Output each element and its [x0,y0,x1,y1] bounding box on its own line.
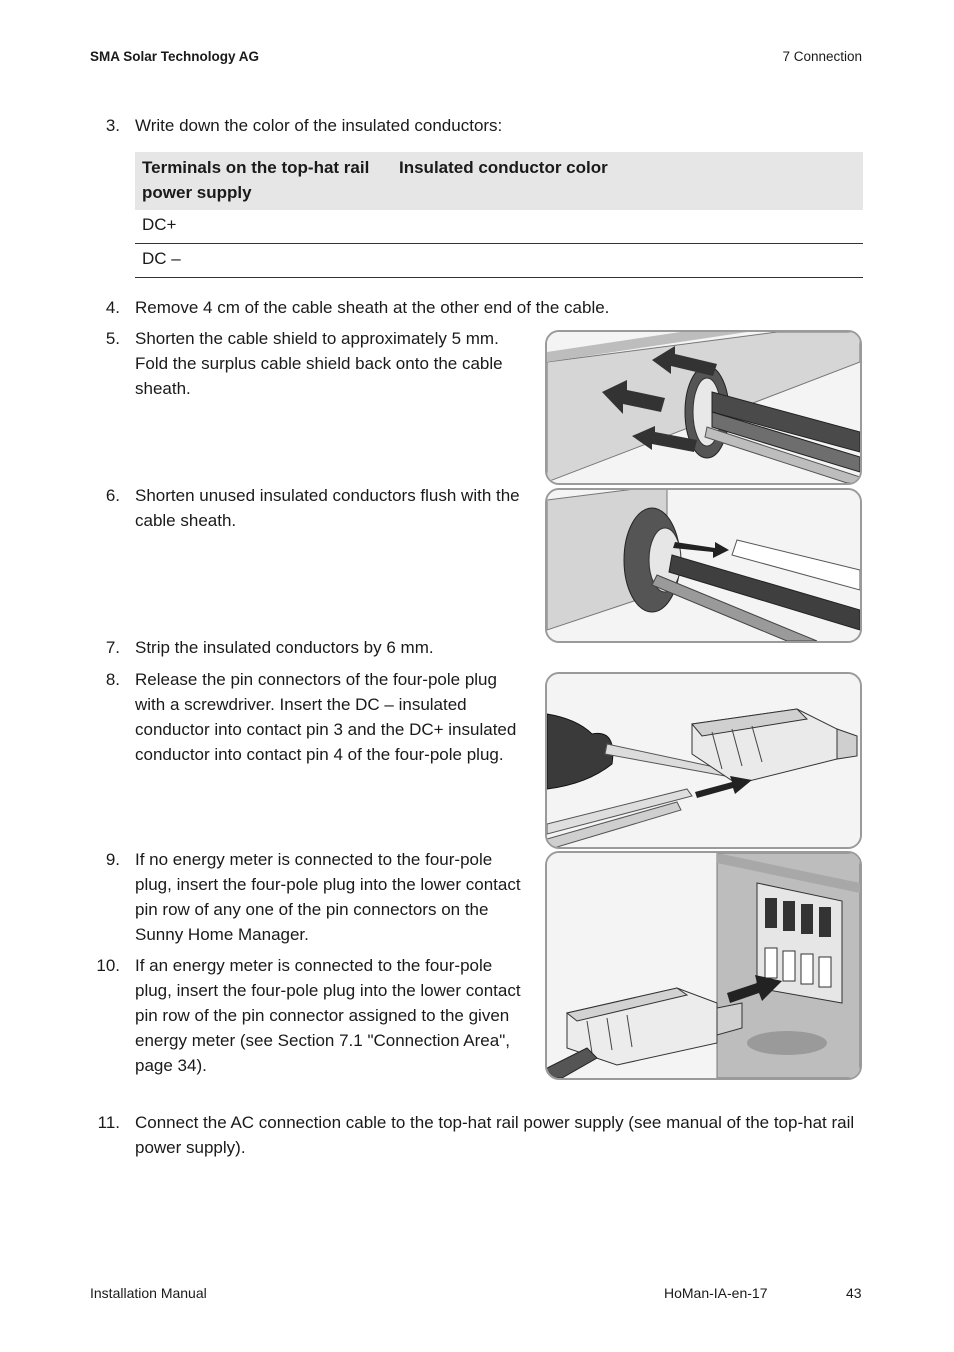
step-text: Shorten unused insulated conductors flush with the cable sheath. [135,486,520,530]
step-number: 3. [105,116,120,135]
table-header-color: Insulated conductor color [399,158,608,177]
step-number: 6. [105,486,120,505]
footer-doc-code: HoMan-IA-en-17 [664,1285,768,1301]
step-number: 8. [105,670,120,689]
step-text: If no energy meter is connected to the four-pole plug, insert the four-pole plug into the lower contact pin row of any one of the pin connectors on the Sunny Home Manager. [135,850,521,944]
table-header-row [135,152,863,210]
figure-cable-shield-fold [545,330,862,485]
table-cell-terminal: DC – [142,249,181,268]
table-header-terminals: Terminals on the top-hat rail power supply [142,158,370,202]
header-company: SMA Solar Technology AG [90,49,260,64]
step-number: 5. [105,329,120,348]
step-text: Strip the insulated conductors by 6 mm. [135,638,434,657]
step-number: 7. [105,638,120,657]
table-cell-terminal: DC+ [142,215,177,234]
step-text: If an energy meter is connected to the four-pole plug, insert the four-pole plug into the lower contact pin row of the pin connector assigned to the given energy meter (see Section 7.1 "Connection Area", page 34). [135,956,521,1075]
step-text: Remove 4 cm of the cable sheath at the other end of the cable. [135,298,610,317]
figure-four-pole-plug-wiring [545,672,862,849]
header-chapter: 7 Connection [782,49,862,64]
cable-shield-fold-illustration [547,332,860,483]
step-number: 4. [105,298,120,317]
shorten-conductors-illustration [547,490,860,641]
insert-plug-illustration [547,853,860,1078]
figure-shorten-conductors [545,488,862,643]
step-text: Release the pin connectors of the four-pole plug with a screwdriver. Insert the DC – insulated conductor into contact pin 3 and the DC+ insulated conductor into contact pin 4 of the four-pole plug. [135,670,517,764]
step-number: 11. [97,1113,120,1132]
footer-doc-title: Installation Manual [90,1285,207,1301]
page-number: 43 [846,1285,862,1301]
plug-wiring-illustration [547,674,860,847]
step-text: Write down the color of the insulated conductors: [135,116,503,135]
step-text: Connect the AC connection cable to the top-hat rail power supply (see manual of the top-hat rail power supply). [135,1113,855,1157]
figure-insert-plug [545,851,862,1080]
step-text: Shorten the cable shield to approximately 5 mm. Fold the surplus cable shield back onto the cable sheath. [135,329,503,398]
table-row [135,210,863,244]
step-number: 9. [105,850,120,869]
step-number: 10. [96,956,120,975]
conductor-color-table [135,152,863,278]
table-row [135,244,863,278]
